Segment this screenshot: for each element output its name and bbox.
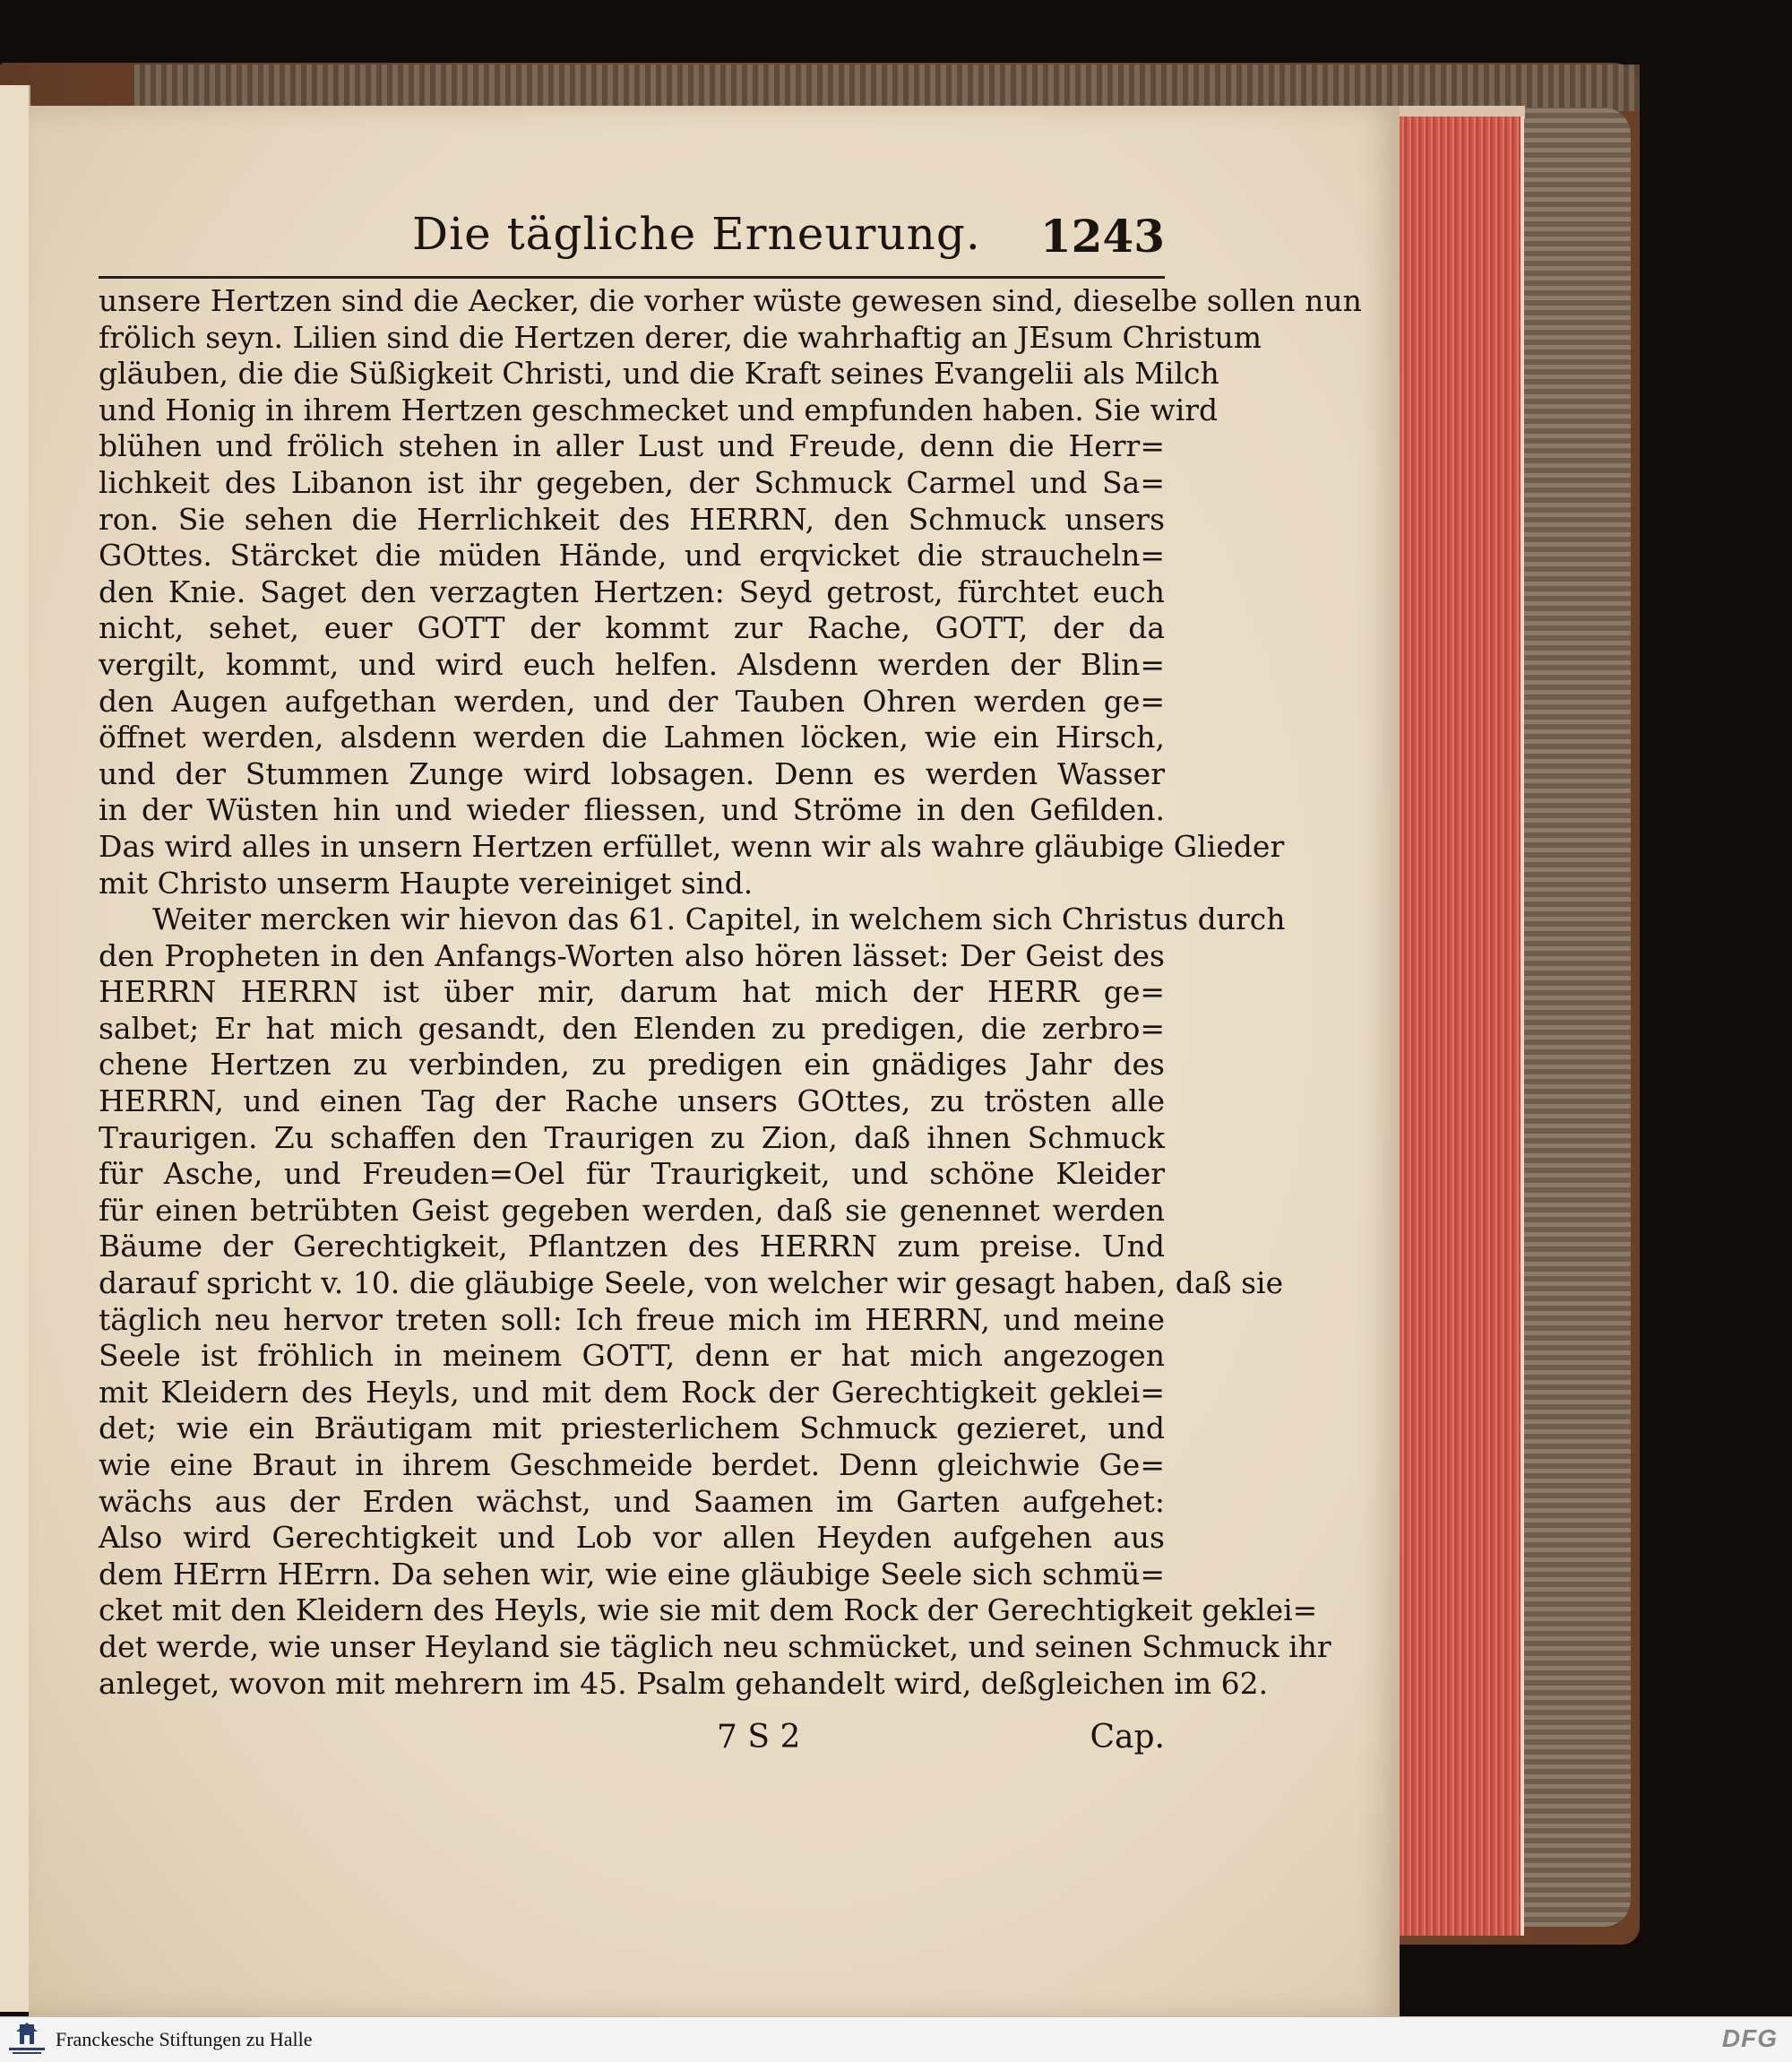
- text-line: für Asche, und Freuden=Oel für Traurigkeit, und schöne Kleider: [99, 1156, 1165, 1192]
- text-line: in der Wüsten hin und wieder fliessen, und Ströme in den Gefilden.: [99, 792, 1165, 828]
- body-text: [99, 283, 1362, 1702]
- text-line: ron. Sie sehen die Herrlichkeit des HERRN, den Schmuck unsers: [99, 501, 1165, 537]
- viewer-footer: [0, 2016, 1792, 2062]
- text-line: anleget, wovon mit mehrern im 45. Psalm gehandelt wird, deßgleichen im 62.: [99, 1665, 1269, 1701]
- text-line: wie eine Braut in ihrem Geschmeide berdet. Denn gleichwie Ge=: [99, 1447, 1165, 1482]
- text-line: dem HErrn HErrn. Da sehen wir, wie eine gläubige Seele sich schmü=: [99, 1556, 1165, 1592]
- text-line: Traurigen. Zu schaffen den Traurigen zu Zion, daß ihnen Schmuck: [99, 1119, 1165, 1155]
- franckesche-stiftungen-logo-icon: [7, 2023, 47, 2057]
- red-page-edges: [1400, 116, 1524, 1936]
- text-line: den Propheten in den Anfangs-Worten also hören lässet: Der Geist des: [99, 937, 1165, 973]
- text-line: Das wird alles in unsern Hertzen erfüllet, wenn wir als wahre gläubige Glieder: [99, 828, 1285, 864]
- text-line: mit Kleidern des Heyls, und mit dem Rock der Gerechtigkeit geklei=: [99, 1374, 1165, 1410]
- text-line: HERRN, und einen Tag der Rache unsers GOttes, zu trösten alle: [99, 1083, 1165, 1119]
- page-foot: [99, 1719, 1165, 1764]
- text-line: salbet; Er hat mich gesandt, den Elenden zu predigen, die zerbro=: [99, 1010, 1165, 1046]
- text-line: HERRN HERRN ist über mir, darum hat mich der HERR ge=: [99, 974, 1165, 1010]
- text-line: und der Stummen Zunge wird lobsagen. Denn es werden Wasser: [99, 755, 1165, 791]
- text-line: unsere Hertzen sind die Aecker, die vorher wüste gewesen sind, dieselbe sollen nun: [99, 283, 1362, 318]
- text-line: chene Hertzen zu verbinden, zu predigen ein gnädiges Jahr des: [99, 1047, 1165, 1083]
- dfg-logo: DFG: [1721, 2024, 1778, 2052]
- text-line: darauf spricht v. 10. die gläubige Seele, von welcher wir gesagt haben, daß sie: [99, 1265, 1284, 1301]
- text-line: blühen und frölich stehen in aller Lust und Freude, denn die Herr=: [99, 428, 1165, 464]
- text-line: Also wird Gerechtigkeit und Lob vor allen Heyden aufgehen aus: [99, 1520, 1165, 1556]
- running-title: Die tägliche Erneurung.: [412, 208, 981, 260]
- left-page-edge: [0, 85, 30, 2012]
- text-line: lichkeit des Libanon ist ihr gegeben, der Schmuck Carmel und Sa=: [99, 464, 1165, 500]
- text-line: Weiter mercken wir hievon das 61. Capitel, in welchem sich Christus durch: [152, 902, 1286, 937]
- text-line: für einen betrübten Geist gegeben werden, daß sie genennet werden: [99, 1192, 1165, 1228]
- text-line: wächs aus der Erden wächst, und Saamen im Garten aufgehet:: [99, 1483, 1165, 1519]
- text-line: Bäume der Gerechtigkeit, Pflantzen des HERRN zum preise. Und: [99, 1229, 1165, 1264]
- text-line: det werde, wie unser Heyland sie täglich neu schmücket, und seinen Schmuck ihr: [99, 1628, 1331, 1664]
- running-head: [99, 208, 1165, 271]
- book-spine-edge: [1523, 108, 1631, 1927]
- header-rule: [99, 276, 1165, 279]
- page-number: 1243: [1039, 210, 1165, 263]
- text-line: vergilt, kommt, und wird euch helfen. Alsdenn werden der Blin=: [99, 646, 1165, 682]
- book-headband: [134, 65, 1640, 111]
- text-line: cket mit den Kleidern des Heyls, wie sie mit dem Rock der Gerechtigkeit geklei=: [99, 1592, 1318, 1628]
- text-line: täglich neu hervor treten soll: Ich freue mich im HERRN, und meine: [99, 1301, 1165, 1337]
- text-line: frölich seyn. Lilien sind die Hertzen derer, die wahrhaftig an JEsum Christum: [99, 319, 1262, 355]
- text-line: mit Christo unserm Haupte vereiniget sind.: [99, 865, 754, 901]
- text-line: GOttes. Stärcket die müden Hände, und erqvicket die straucheln=: [99, 538, 1165, 574]
- text-line: den Augen aufgethan werden, und der Tauben Ohren werden ge=: [99, 683, 1165, 719]
- signature-mark: 7 S 2: [717, 1719, 801, 1756]
- text-line: Seele ist fröhlich in meinem GOTT, denn er hat mich angezogen: [99, 1338, 1165, 1374]
- text-line: gläuben, die die Süßigkeit Christi, und die Kraft seines Evangelii als Milch: [99, 356, 1219, 392]
- institution-name: Franckesche Stiftungen zu Halle: [56, 2028, 313, 2050]
- text-line: öffnet werden, alsdenn werden die Lahmen löcken, wie ein Hirsch,: [99, 720, 1165, 755]
- text-line: nicht, sehet, euer GOTT der kommt zur Rache, GOTT, der da: [99, 610, 1165, 646]
- text-line: det; wie ein Bräutigam mit priesterlichem Schmuck gezieret, und: [99, 1411, 1165, 1446]
- text-line: den Knie. Saget den verzagten Hertzen: Seyd getrost, fürchtet euch: [99, 574, 1165, 609]
- catchword: Cap.: [1090, 1719, 1165, 1756]
- text-line: und Honig in ihrem Hertzen geschmecket und empfunden haben. Sie wird: [99, 392, 1219, 427]
